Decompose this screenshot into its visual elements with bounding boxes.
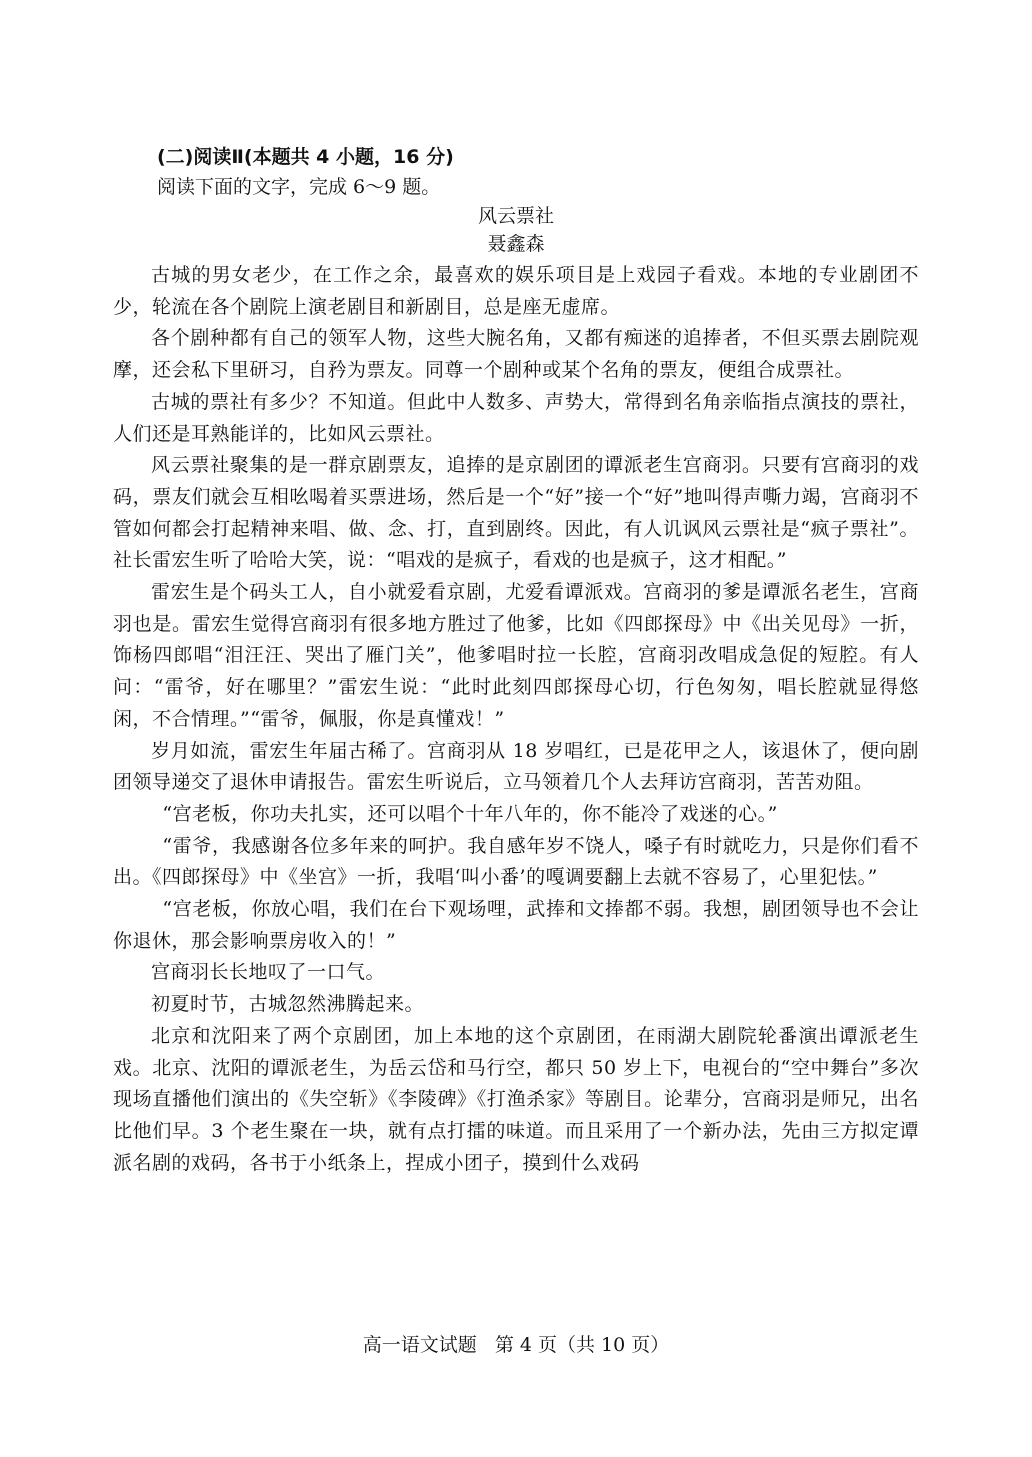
paragraph: 古城的男女老少，在工作之余，最喜欢的娱乐项目是上戏园子看戏。本地的专业剧团不少，轮流在各个剧院上演老剧目和新剧目，总是座无虚席。 (113, 264, 919, 318)
paragraph: 宫商羽长长地叹了一口气。 (151, 961, 386, 984)
dialogue-paragraph: “宫老板，你放心唱，我们在台下观场哩，武捧和文捧都不弱。我想，剧团领导也不会让你退休，那会影响票房收入的！” (113, 898, 919, 952)
paragraph: 古城的票社有多少？不知道。但此中人数多、声势大，常得到名角亲临指点演技的票社，人们还是耳熟能详的，比如风云票社。 (113, 390, 919, 445)
page-footer (0, 1330, 1032, 1360)
footer-gap (477, 1334, 495, 1356)
dialogue-paragraph: “雷爷，我感谢各位多年来的呵护。我自感年岁不饶人，嗓子有时就吃力，只是你们看不出。《四郎探母》中《坐宫》一折，我唱‘叫小番’的嘎调要翻上去就不容易了，心里犯怯。” (113, 834, 919, 889)
paragraph: 各个剧种都有自己的领军人物，这些大腕名角，又都有痴迷的追捧者，不但买票去剧院观摩，还会私下里研习，自矜为票友。同尊一个剧种或某个名角的票友，便组合成票社。 (113, 327, 919, 382)
section-instruction: 阅读下面的文字，完成 6～9 题。 (157, 176, 441, 198)
reading-section (113, 142, 919, 1179)
paragraph: 北京和沈阳来了两个京剧团，加上本地的这个京剧团，在雨湖大剧院轮番演出谭派老生戏。北京、沈阳的谭派老生，为岳云岱和马行空，都只 50 岁上下，电视台的“空中舞台”多次现场直播他们演出的《失空斩》《李陵碑》《打渔杀家》等剧目。论辈分，宫商羽是师兄，出名比他们早。3 个老生聚在一块，就有点打擂的味道。而且采用了一个新办法，先由三方拟定谭派名剧的戏码，各书于小纸条上，捏成小团子，摸到什么戏码 (113, 1024, 919, 1174)
dialogue-paragraph: “宫老板，你功夫扎实，还可以唱个十年八年的，你不能冷了戏迷的心。” (162, 802, 778, 825)
footer-page-number: 第 4 页（共 10 页） (494, 1334, 670, 1356)
article-author: 聂鑫森 (487, 233, 545, 255)
footer-subject: 高一语文试题 (362, 1334, 477, 1356)
paragraph: 初夏时节，古城忽然沸腾起来。 (151, 993, 425, 1016)
paragraph: 风云票社聚集的是一群京剧票友，追捧的是京剧团的谭派老生宫商羽。只要有宫商羽的戏码，票友们就会互相吆喝着买票进场，然后是一个“好”接一个“好”地叫得声嘶力竭，宫商羽不管如何都会打起精神来唱、做、念、打，直到剧终。因此，有人讥讽风云票社是“疯子票社”。社长雷宏生听了哈哈大笑，说：“唱戏的是疯子，看戏的也是疯子，这才相配。” (113, 454, 919, 572)
paragraph: 岁月如流，雷宏生年届古稀了。宫商羽从 18 岁唱红，已是花甲之人，该退休了，便向剧团领导递交了退休申请报告。雷宏生听说后，立马领着几个人去拜访宫商羽，苦苦劝阻。 (113, 739, 919, 794)
paragraph: 雷宏生是个码头工人，自小就爱看京剧，尤爱看谭派戏。宫商羽的爹是谭派名老生，宫商羽也是。雷宏生觉得宫商羽有很多地方胜过了他爹，比如《四郎探母》中《出关见母》一折，饰杨四郎唱“泪汪汪、哭出了雁门关”，他爹唱时拉一长腔，宫商羽改唱成急促的短腔。有人问：“雷爷，好在哪里？”雷宏生说：“此时此刻四郎探母心切，行色匆匆，唱长腔就显得悠闲，不合情理。”“雷爷，佩服，你是真懂戏！” (113, 581, 919, 730)
article-title: 风云票社 (477, 205, 554, 227)
section-heading: (二)阅读Ⅱ(本题共 4 小题，16 分) (157, 146, 454, 168)
